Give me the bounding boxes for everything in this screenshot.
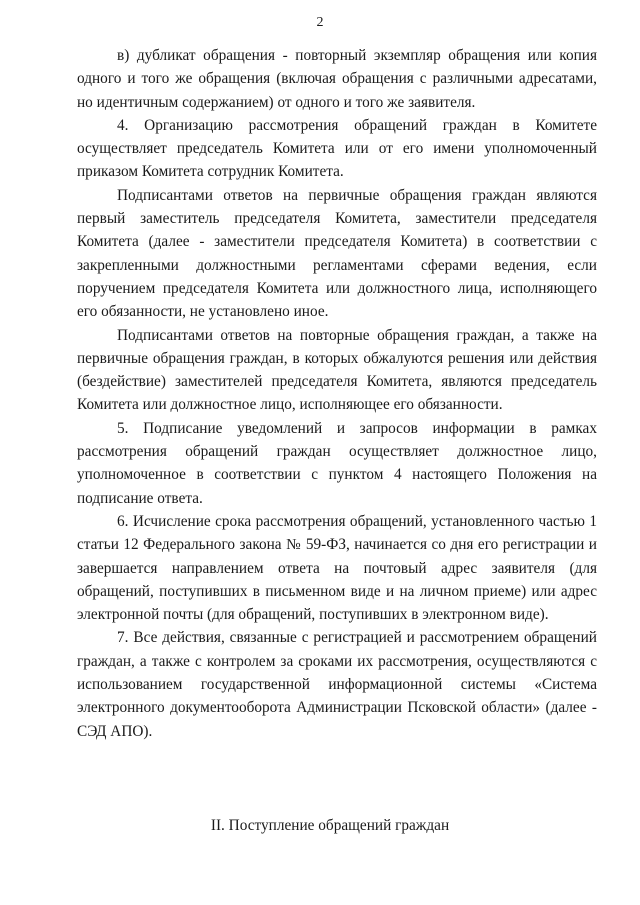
paragraph-item-7: 7. Все действия, связанные с регистрацией и рассмотрением обращений граждан, а также с контролем за сроками их рассмотрения, осуществляются с использованием государственной информационной системы «Система электронного документооборота Администрации Псковской области» (далее - СЭД АПО). [77, 629, 597, 740]
paragraph-item-5: 5. Подписание уведомлений и запросов информации в рамках рассмотрения обращений граждан осуществляет должностное лицо, уполномоченное в соответствии с пунктом 4 настоящего Положения на подписание ответа. [77, 419, 597, 507]
section-heading: II. Поступление обращений граждан [210, 817, 450, 834]
document-body [77, 44, 597, 743]
paragraph-item-4: 4. Организацию рассмотрения обращений граждан в Комитете осуществляет председатель Комитета или от его имени уполномоченный приказом Комитета сотрудник Комитета. [77, 116, 597, 181]
paragraph-duplicate-definition: в) дубликат обращения - повторный экземпляр обращения или копия одного и того же обращения (включая обращения с различными адресатами, но идентичным содержанием) от одного и того же заявителя. [77, 47, 597, 111]
paragraph-signatories-primary: Подписантами ответов на первичные обращения граждан являются первый заместитель председателя Комитета, заместители председателя Комитета (далее - заместители председателя Комитета) в соответствии с закрепленными должностными регламентами сферами ведения, если поручением председателя Комитета или должностного лица, исполняющего его обязанности, не установлено иное. [77, 186, 597, 321]
page-number: 2 [316, 15, 324, 30]
paragraph-signatories-repeat: Подписантами ответов на повторные обращения граждан, а также на первичные обращения граждан, в которых обжалуются решения или действия (бездействие) заместителей председателя Комитета, являются председатель Комитета или должностное лицо, исполняющее его обязанности. [77, 326, 597, 414]
paragraph-item-6: 6. Исчисление срока рассмотрения обращений, установленного частью 1 статьи 12 Федерального закона № 59-ФЗ, начинается со дня его регистрации и завершается направлением ответа на почтовый адрес заявителя (для обращений, поступивших в письменном виде и на личном приеме) или адрес электронной почты (для обращений, поступивших в электронном виде). [77, 512, 597, 624]
